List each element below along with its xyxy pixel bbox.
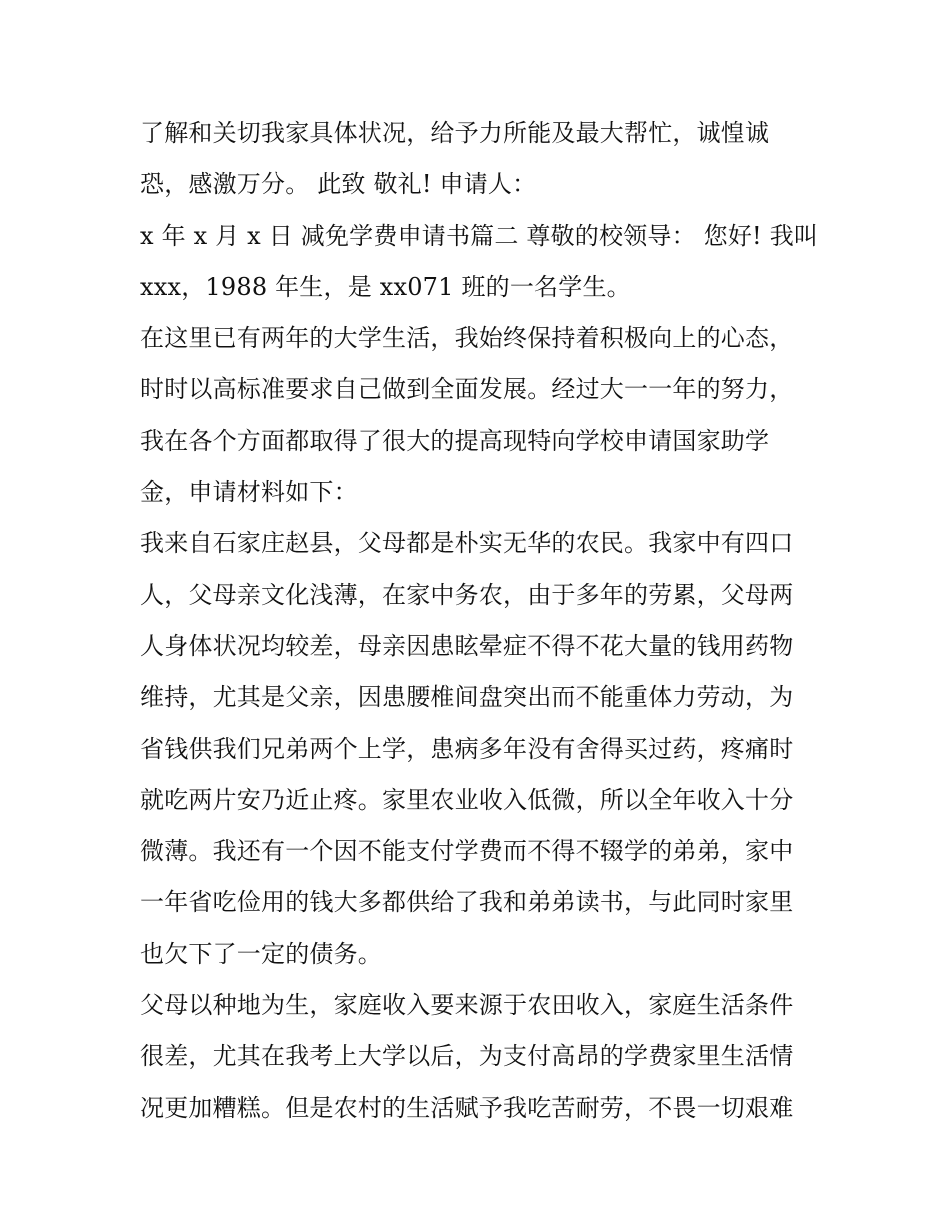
text-line: 我在各个方面都取得了很大的提高现特向学校申请国家助学 [140,426,770,455]
text-line: 了解和关切我家具体状况，给予力所能及最大帮忙，诚惶诚 [140,119,770,147]
text-line: 就吃两片安乃近止疼。家里农业收入低微，所以全年收入十分 [140,785,794,814]
text-line: 很差，尤其在我考上大学以后，为支付高昂的学费家里生活情 [140,1042,794,1071]
text-line: 金，申请材料如下： [140,478,358,507]
text-line: 人身体状况均较差，母亲因患眩晕症不得不花大量的钱用药物 [140,631,794,660]
text-line: 省钱供我们兄弟两个上学，患病多年没有舍得买过药，疼痛时 [140,734,794,763]
text-line: 父母以种地为生，家庭收入要来源于农田收入，家庭生活条件 [140,991,794,1020]
document-body [140,108,820,1134]
text-line: 况更加糟糕。但是农村的生活赋予我吃苦耐劳，不畏一切艰难 [140,1093,794,1122]
text-line: 人，父母亲文化浅薄，在家中务农，由于多年的劳累，父母两 [140,580,794,609]
text-line: 在这里已有两年的大学生活，我始终保持着积极向上的心态， [140,324,794,353]
text-line: xxx，1988 年生，是 xx071 班的一名学生。 [140,272,631,301]
text-line: 我来自石家庄赵县，父母都是朴实无华的农民。我家中有四口 [140,529,794,558]
text-line: x 年 x 月 x 日 减免学费申请书篇二 尊敬的校领导： 您好! 我叫 [140,221,819,250]
text-line: 恐，感激万分。 此致 敬礼! 申请人： [140,170,537,199]
text-line: 也欠下了一定的债务。 [140,939,382,968]
text-line: 一年省吃俭用的钱大多都供给了我和弟弟读书，与此同时家里 [140,888,794,917]
text-line: 微薄。我还有一个因不能支付学费而不得不辍学的弟弟，家中 [140,837,794,866]
text-line: 维持，尤其是父亲，因患腰椎间盘突出而不能重体力劳动，为 [140,683,794,712]
text-line: 时时以高标准要求自己做到全面发展。经过大一一年的努力， [140,375,794,404]
